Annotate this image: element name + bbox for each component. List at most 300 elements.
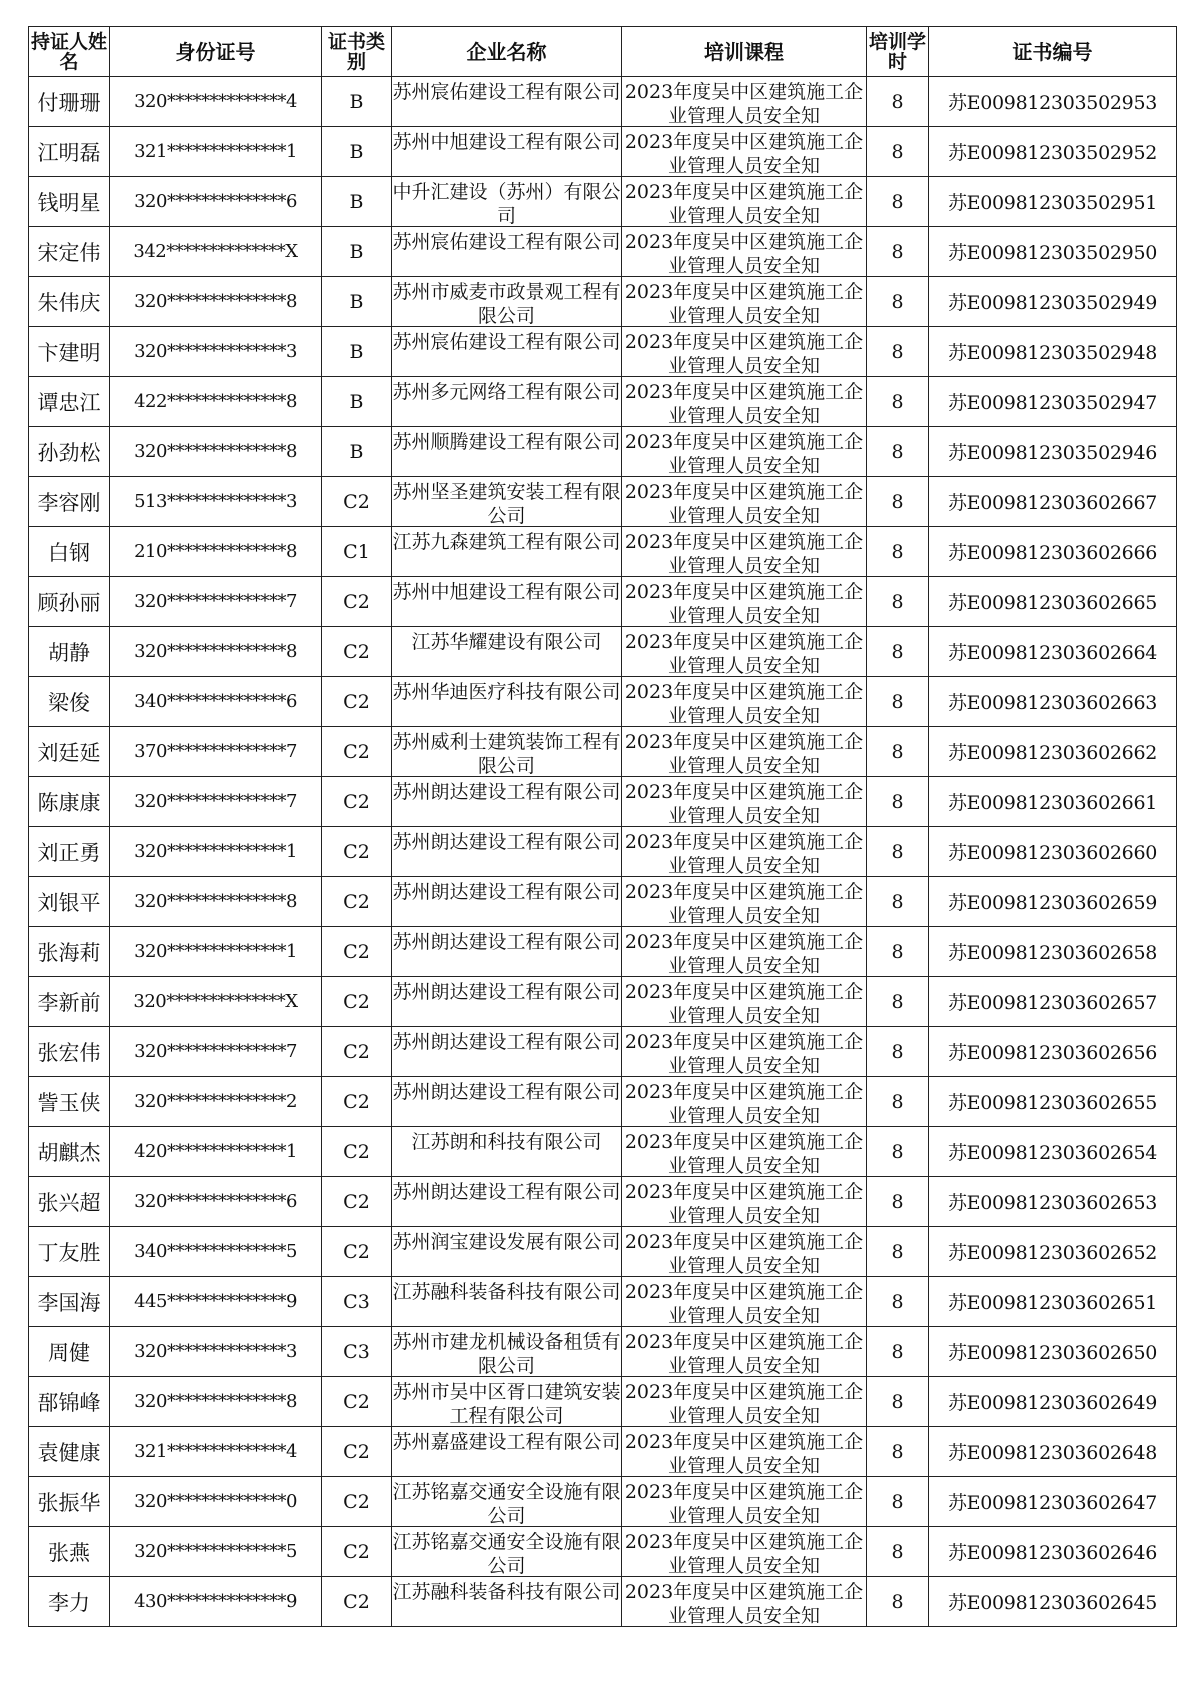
cell-holder-name: 陈康康 — [29, 777, 110, 827]
cell-holder-name: 付珊珊 — [29, 77, 110, 127]
cell-id-number: 320**************8 — [110, 627, 322, 677]
cell-company-name — [392, 1377, 622, 1427]
cell-cert-number: 苏E009812303602663 — [929, 677, 1177, 727]
cell-cert-category: C1 — [322, 527, 392, 577]
cell-cert-number: 苏E009812303602659 — [929, 877, 1177, 927]
cell-cert-number: 苏E009812303602662 — [929, 727, 1177, 777]
table-row — [29, 1527, 1177, 1577]
table-row — [29, 327, 1177, 377]
table-row — [29, 1027, 1177, 1077]
cell-training-hours: 8 — [867, 1427, 929, 1477]
cell-id-number: 320**************8 — [110, 877, 322, 927]
cell-training-hours: 8 — [867, 777, 929, 827]
cell-cert-category: B — [322, 327, 392, 377]
cell-cert-number: 苏E009812303602666 — [929, 527, 1177, 577]
cell-id-number: 320**************3 — [110, 327, 322, 377]
cell-training-course-text: 2023年度吴中区建筑施工企业管理人员安全知 — [624, 1430, 864, 1476]
table-row — [29, 527, 1177, 577]
table-row — [29, 777, 1177, 827]
cell-training-hours: 8 — [867, 1477, 929, 1527]
cell-company-name-text: 江苏铭嘉交通安全设施有限公司 — [392, 1530, 621, 1576]
header-holder-name: 持证人姓名 — [29, 27, 110, 77]
cell-training-course — [622, 327, 867, 377]
cell-training-course-text: 2023年度吴中区建筑施工企业管理人员安全知 — [624, 1180, 864, 1226]
cell-training-hours: 8 — [867, 1377, 929, 1427]
cell-company-name-text: 中升汇建设（苏州）有限公司 — [392, 180, 621, 226]
certificate-document — [28, 26, 1176, 1627]
cell-holder-name: 胡麒杰 — [29, 1127, 110, 1177]
cell-holder-name: 胡静 — [29, 627, 110, 677]
cell-training-course — [622, 77, 867, 127]
cell-company-name-text: 苏州市建龙机械设备租赁有限公司 — [392, 1330, 621, 1376]
cell-training-course — [622, 1077, 867, 1127]
cell-training-course-text: 2023年度吴中区建筑施工企业管理人员安全知 — [624, 130, 864, 176]
cell-company-name — [392, 1527, 622, 1577]
cell-id-number: 370**************7 — [110, 727, 322, 777]
cell-training-hours: 8 — [867, 1327, 929, 1377]
cell-company-name — [392, 1477, 622, 1527]
cell-company-name — [392, 827, 622, 877]
cell-training-course-text: 2023年度吴中区建筑施工企业管理人员安全知 — [624, 830, 864, 876]
cell-holder-name: 白钢 — [29, 527, 110, 577]
cell-training-course — [622, 1327, 867, 1377]
cell-company-name-text: 苏州朗达建设工程有限公司 — [392, 1080, 621, 1103]
cell-training-hours: 8 — [867, 177, 929, 227]
cell-id-number: 513**************3 — [110, 477, 322, 527]
cell-holder-name: 刘银平 — [29, 877, 110, 927]
table-row — [29, 1277, 1177, 1327]
cell-company-name-text: 苏州嘉盛建设工程有限公司 — [392, 1430, 621, 1453]
cell-cert-number: 苏E009812303602665 — [929, 577, 1177, 627]
cell-id-number: 320**************8 — [110, 427, 322, 477]
cell-cert-number: 苏E009812303602656 — [929, 1027, 1177, 1077]
header-row — [29, 27, 1177, 77]
cell-cert-number: 苏E009812303602653 — [929, 1177, 1177, 1227]
cell-id-number: 445**************9 — [110, 1277, 322, 1327]
table-row — [29, 727, 1177, 777]
cell-company-name — [392, 1577, 622, 1627]
cell-holder-name: 张燕 — [29, 1527, 110, 1577]
cell-training-hours: 8 — [867, 1177, 929, 1227]
cell-training-course — [622, 1527, 867, 1577]
cell-company-name — [392, 977, 622, 1027]
cell-training-course — [622, 1477, 867, 1527]
cell-training-course — [622, 227, 867, 277]
cell-cert-number: 苏E009812303602654 — [929, 1127, 1177, 1177]
cell-training-course-text: 2023年度吴中区建筑施工企业管理人员安全知 — [624, 1480, 864, 1526]
cell-id-number: 321**************4 — [110, 1427, 322, 1477]
cell-company-name-text: 苏州坚圣建筑安装工程有限公司 — [392, 480, 621, 526]
cell-company-name-text: 苏州润宝建设发展有限公司 — [392, 1230, 621, 1253]
cell-company-name — [392, 1277, 622, 1327]
cell-company-name — [392, 277, 622, 327]
cell-cert-number: 苏E009812303602658 — [929, 927, 1177, 977]
cell-cert-number: 苏E009812303602647 — [929, 1477, 1177, 1527]
cell-company-name-text: 苏州宸佑建设工程有限公司 — [392, 330, 621, 353]
cell-company-name-text: 苏州朗达建设工程有限公司 — [392, 980, 621, 1003]
table-row — [29, 977, 1177, 1027]
table-row — [29, 427, 1177, 477]
cell-cert-category: C2 — [322, 977, 392, 1027]
cell-training-course-text: 2023年度吴中区建筑施工企业管理人员安全知 — [624, 80, 864, 126]
cell-id-number: 320**************6 — [110, 177, 322, 227]
cell-training-hours: 8 — [867, 677, 929, 727]
cell-id-number: 340**************5 — [110, 1227, 322, 1277]
cell-training-hours: 8 — [867, 227, 929, 277]
cell-training-course-text: 2023年度吴中区建筑施工企业管理人员安全知 — [624, 430, 864, 476]
cell-cert-number: 苏E009812303502953 — [929, 77, 1177, 127]
table-row — [29, 77, 1177, 127]
cell-company-name — [392, 127, 622, 177]
cell-cert-number: 苏E009812303602652 — [929, 1227, 1177, 1277]
cell-training-hours: 8 — [867, 827, 929, 877]
cell-cert-category: C2 — [322, 577, 392, 627]
cell-company-name-text: 苏州华迪医疗科技有限公司 — [392, 680, 621, 703]
table-row — [29, 177, 1177, 227]
table-row — [29, 377, 1177, 427]
cell-cert-category: C2 — [322, 877, 392, 927]
cell-cert-category: C2 — [322, 777, 392, 827]
cell-training-hours: 8 — [867, 927, 929, 977]
table-row — [29, 927, 1177, 977]
table-row — [29, 677, 1177, 727]
cell-company-name — [392, 1427, 622, 1477]
cell-training-hours: 8 — [867, 377, 929, 427]
cell-training-course-text: 2023年度吴中区建筑施工企业管理人员安全知 — [624, 1380, 864, 1426]
cell-company-name — [392, 777, 622, 827]
cell-id-number: 320**************1 — [110, 927, 322, 977]
cell-cert-category: C2 — [322, 677, 392, 727]
cell-cert-number: 苏E009812303602651 — [929, 1277, 1177, 1327]
cell-company-name — [392, 177, 622, 227]
cell-holder-name: 郚锦峰 — [29, 1377, 110, 1427]
cell-training-course-text: 2023年度吴中区建筑施工企业管理人员安全知 — [624, 480, 864, 526]
cell-holder-name: 谭忠江 — [29, 377, 110, 427]
cell-company-name — [392, 1077, 622, 1127]
cell-cert-category: C3 — [322, 1327, 392, 1377]
cell-company-name — [392, 477, 622, 527]
cell-holder-name: 张宏伟 — [29, 1027, 110, 1077]
header-cert-number: 证书编号 — [929, 27, 1177, 77]
cell-cert-category: C3 — [322, 1277, 392, 1327]
cell-cert-number: 苏E009812303502952 — [929, 127, 1177, 177]
cell-holder-name: 李力 — [29, 1577, 110, 1627]
cell-holder-name: 刘廷延 — [29, 727, 110, 777]
table-row — [29, 127, 1177, 177]
cell-holder-name: 朱伟庆 — [29, 277, 110, 327]
cell-company-name-text: 江苏朗和科技有限公司 — [411, 1130, 602, 1153]
cell-cert-category: C2 — [322, 1377, 392, 1427]
cell-training-course — [622, 627, 867, 677]
cell-company-name-text: 苏州宸佑建设工程有限公司 — [392, 80, 621, 103]
table-row — [29, 1327, 1177, 1377]
cell-training-course — [622, 277, 867, 327]
table-row — [29, 1227, 1177, 1277]
cell-training-course — [622, 877, 867, 927]
cell-training-hours: 8 — [867, 1077, 929, 1127]
cell-cert-category: B — [322, 127, 392, 177]
cell-cert-category: C2 — [322, 1527, 392, 1577]
cell-training-course-text: 2023年度吴中区建筑施工企业管理人员安全知 — [624, 580, 864, 626]
cell-training-course-text: 2023年度吴中区建筑施工企业管理人员安全知 — [624, 780, 864, 826]
cell-company-name — [392, 727, 622, 777]
cell-holder-name: 袁健康 — [29, 1427, 110, 1477]
cell-cert-number: 苏E009812303602655 — [929, 1077, 1177, 1127]
cell-id-number: 320**************X — [110, 977, 322, 1027]
cell-cert-category: C2 — [322, 827, 392, 877]
cell-training-course — [622, 127, 867, 177]
cell-id-number: 320**************1 — [110, 827, 322, 877]
cell-training-hours: 8 — [867, 1577, 929, 1627]
cell-id-number: 422**************8 — [110, 377, 322, 427]
cell-company-name-text: 江苏铭嘉交通安全设施有限公司 — [392, 1480, 621, 1526]
cell-cert-category: C2 — [322, 1177, 392, 1227]
cell-company-name — [392, 377, 622, 427]
cell-training-course-text: 2023年度吴中区建筑施工企业管理人员安全知 — [624, 1580, 864, 1626]
table-row — [29, 827, 1177, 877]
cell-cert-number: 苏E009812303602646 — [929, 1527, 1177, 1577]
cell-holder-name: 钱明星 — [29, 177, 110, 227]
cell-cert-category: B — [322, 377, 392, 427]
cell-company-name-text: 苏州中旭建设工程有限公司 — [392, 130, 621, 153]
cell-cert-category: B — [322, 77, 392, 127]
cell-holder-name: 李新前 — [29, 977, 110, 1027]
cell-training-course-text: 2023年度吴中区建筑施工企业管理人员安全知 — [624, 380, 864, 426]
certificate-table — [28, 26, 1177, 1627]
cell-training-course-text: 2023年度吴中区建筑施工企业管理人员安全知 — [624, 630, 864, 676]
cell-company-name — [392, 677, 622, 727]
cell-id-number: 320**************7 — [110, 1027, 322, 1077]
cell-training-course-text: 2023年度吴中区建筑施工企业管理人员安全知 — [624, 980, 864, 1026]
cell-company-name — [392, 427, 622, 477]
table-row — [29, 1127, 1177, 1177]
table-row — [29, 1477, 1177, 1527]
cell-holder-name: 卞建明 — [29, 327, 110, 377]
header-training-course: 培训课程 — [622, 27, 867, 77]
cell-cert-category: B — [322, 227, 392, 277]
table-row — [29, 1427, 1177, 1477]
cell-id-number: 320**************0 — [110, 1477, 322, 1527]
cell-cert-number: 苏E009812303502950 — [929, 227, 1177, 277]
cell-cert-number: 苏E009812303602657 — [929, 977, 1177, 1027]
cell-training-hours: 8 — [867, 1127, 929, 1177]
cell-id-number: 430**************9 — [110, 1577, 322, 1627]
cell-cert-number: 苏E009812303502946 — [929, 427, 1177, 477]
cell-cert-category: C2 — [322, 477, 392, 527]
cell-training-course — [622, 827, 867, 877]
cell-cert-category: C2 — [322, 1427, 392, 1477]
cell-training-hours: 8 — [867, 1527, 929, 1577]
cell-cert-number: 苏E009812303602650 — [929, 1327, 1177, 1377]
cell-training-course-text: 2023年度吴中区建筑施工企业管理人员安全知 — [624, 1230, 864, 1276]
cell-training-course — [622, 377, 867, 427]
cell-holder-name: 周健 — [29, 1327, 110, 1377]
cell-cert-number: 苏E009812303502948 — [929, 327, 1177, 377]
header-company-name: 企业名称 — [392, 27, 622, 77]
cell-training-course — [622, 1577, 867, 1627]
cell-training-course-text: 2023年度吴中区建筑施工企业管理人员安全知 — [624, 730, 864, 776]
cell-cert-category: C2 — [322, 1577, 392, 1627]
cell-cert-category: C2 — [322, 1127, 392, 1177]
cell-company-name — [392, 1127, 622, 1177]
cell-company-name-text: 苏州朗达建设工程有限公司 — [392, 930, 621, 953]
table-row — [29, 1377, 1177, 1427]
cell-cert-number: 苏E009812303602667 — [929, 477, 1177, 527]
cell-training-course-text: 2023年度吴中区建筑施工企业管理人员安全知 — [624, 330, 864, 376]
cell-id-number: 320**************6 — [110, 1177, 322, 1227]
cell-company-name-text: 苏州威利士建筑装饰工程有限公司 — [392, 730, 621, 776]
cell-cert-number: 苏E009812303502947 — [929, 377, 1177, 427]
cell-company-name — [392, 1027, 622, 1077]
cell-id-number: 340**************6 — [110, 677, 322, 727]
cell-training-hours: 8 — [867, 477, 929, 527]
cell-holder-name: 丁友胜 — [29, 1227, 110, 1277]
cell-company-name — [392, 627, 622, 677]
cell-training-course — [622, 977, 867, 1027]
cell-id-number: 420**************1 — [110, 1127, 322, 1177]
cell-company-name-text: 江苏九森建筑工程有限公司 — [392, 530, 621, 553]
cell-training-hours: 8 — [867, 77, 929, 127]
cell-cert-number: 苏E009812303602645 — [929, 1577, 1177, 1627]
cell-training-hours: 8 — [867, 427, 929, 477]
cell-holder-name: 李国海 — [29, 1277, 110, 1327]
cell-company-name — [392, 1177, 622, 1227]
cell-cert-category: C2 — [322, 927, 392, 977]
cell-holder-name: 李容刚 — [29, 477, 110, 527]
cell-training-course-text: 2023年度吴中区建筑施工企业管理人员安全知 — [624, 180, 864, 226]
cell-training-hours: 8 — [867, 727, 929, 777]
cell-company-name-text: 苏州市威麦市政景观工程有限公司 — [392, 280, 621, 326]
cell-company-name-text: 苏州朗达建设工程有限公司 — [392, 1180, 621, 1203]
cell-training-hours: 8 — [867, 577, 929, 627]
cell-company-name-text: 江苏融科装备科技有限公司 — [392, 1280, 621, 1303]
table-row — [29, 877, 1177, 927]
cell-holder-name: 顾孙丽 — [29, 577, 110, 627]
cell-holder-name: 刘正勇 — [29, 827, 110, 877]
cell-cert-category: C2 — [322, 1477, 392, 1527]
cell-id-number: 320**************4 — [110, 77, 322, 127]
cell-training-course-text: 2023年度吴中区建筑施工企业管理人员安全知 — [624, 1280, 864, 1326]
cell-company-name-text: 苏州朗达建设工程有限公司 — [392, 780, 621, 803]
cell-holder-name: 宋定伟 — [29, 227, 110, 277]
cell-training-course — [622, 577, 867, 627]
cell-id-number: 210**************8 — [110, 527, 322, 577]
cell-cert-number: 苏E009812303502951 — [929, 177, 1177, 227]
cell-company-name-text: 苏州市吴中区胥口建筑安装工程有限公司 — [392, 1380, 621, 1426]
cell-id-number: 320**************8 — [110, 1377, 322, 1427]
cell-training-course — [622, 527, 867, 577]
cell-training-course — [622, 927, 867, 977]
cell-id-number: 320**************5 — [110, 1527, 322, 1577]
table-row — [29, 477, 1177, 527]
header-id-number: 身份证号 — [110, 27, 322, 77]
cell-company-name-text: 苏州中旭建设工程有限公司 — [392, 580, 621, 603]
cell-company-name — [392, 327, 622, 377]
cell-id-number: 320**************3 — [110, 1327, 322, 1377]
cell-training-course — [622, 1277, 867, 1327]
cell-company-name-text: 苏州多元网络工程有限公司 — [392, 380, 621, 403]
cell-cert-number: 苏E009812303602649 — [929, 1377, 1177, 1427]
cell-training-hours: 8 — [867, 877, 929, 927]
cell-training-course — [622, 1027, 867, 1077]
cell-training-course-text: 2023年度吴中区建筑施工企业管理人员安全知 — [624, 1330, 864, 1376]
cell-training-hours: 8 — [867, 1227, 929, 1277]
table-row — [29, 627, 1177, 677]
cell-company-name-text: 苏州朗达建设工程有限公司 — [392, 1030, 621, 1053]
cell-training-course — [622, 777, 867, 827]
cell-holder-name: 张兴超 — [29, 1177, 110, 1227]
cell-training-course-text: 2023年度吴中区建筑施工企业管理人员安全知 — [624, 1080, 864, 1126]
cell-training-course — [622, 1227, 867, 1277]
header-training-hours: 培训学时 — [867, 27, 929, 77]
cell-company-name-text: 苏州宸佑建设工程有限公司 — [392, 230, 621, 253]
cell-cert-category: C2 — [322, 727, 392, 777]
cell-company-name — [392, 927, 622, 977]
cell-holder-name: 梁俊 — [29, 677, 110, 727]
cell-cert-category: B — [322, 277, 392, 327]
cell-holder-name: 江明磊 — [29, 127, 110, 177]
cell-company-name — [392, 1227, 622, 1277]
cell-cert-number: 苏E009812303602664 — [929, 627, 1177, 677]
cell-company-name-text: 江苏华耀建设有限公司 — [411, 630, 602, 653]
cell-training-hours: 8 — [867, 1027, 929, 1077]
cell-training-course-text: 2023年度吴中区建筑施工企业管理人员安全知 — [624, 1030, 864, 1076]
cell-training-course — [622, 727, 867, 777]
header-cert-category: 证书类别 — [322, 27, 392, 77]
cell-id-number: 321**************1 — [110, 127, 322, 177]
table-row — [29, 577, 1177, 627]
cell-cert-category: C2 — [322, 1077, 392, 1127]
cell-company-name — [392, 577, 622, 627]
table-row — [29, 227, 1177, 277]
table-row — [29, 1077, 1177, 1127]
cell-cert-category: C2 — [322, 627, 392, 677]
cell-training-course — [622, 177, 867, 227]
cell-company-name — [392, 527, 622, 577]
cell-company-name-text: 苏州朗达建设工程有限公司 — [392, 830, 621, 853]
cell-training-course — [622, 1377, 867, 1427]
cell-training-course-text: 2023年度吴中区建筑施工企业管理人员安全知 — [624, 930, 864, 976]
cell-id-number: 320**************7 — [110, 577, 322, 627]
cell-training-hours: 8 — [867, 327, 929, 377]
table-row — [29, 277, 1177, 327]
cell-cert-number: 苏E009812303502949 — [929, 277, 1177, 327]
cell-id-number: 320**************2 — [110, 1077, 322, 1127]
cell-training-course — [622, 677, 867, 727]
table-row — [29, 1577, 1177, 1627]
cell-company-name — [392, 77, 622, 127]
cell-id-number: 320**************8 — [110, 277, 322, 327]
cell-training-course-text: 2023年度吴中区建筑施工企业管理人员安全知 — [624, 530, 864, 576]
cell-training-hours: 8 — [867, 527, 929, 577]
cell-training-hours: 8 — [867, 627, 929, 677]
cell-company-name — [392, 1327, 622, 1377]
cell-cert-category: C2 — [322, 1227, 392, 1277]
cell-training-course — [622, 427, 867, 477]
cell-training-course-text: 2023年度吴中区建筑施工企业管理人员安全知 — [624, 230, 864, 276]
table-row — [29, 1177, 1177, 1227]
cell-holder-name: 孙劲松 — [29, 427, 110, 477]
cell-training-hours: 8 — [867, 277, 929, 327]
cell-company-name-text: 苏州顺腾建设工程有限公司 — [392, 430, 621, 453]
cell-cert-number: 苏E009812303602661 — [929, 777, 1177, 827]
cell-cert-category: B — [322, 177, 392, 227]
cell-training-course-text: 2023年度吴中区建筑施工企业管理人员安全知 — [624, 880, 864, 926]
cell-holder-name: 张振华 — [29, 1477, 110, 1527]
cell-company-name-text: 江苏融科装备科技有限公司 — [392, 1580, 621, 1603]
cell-training-course — [622, 1177, 867, 1227]
cell-training-course-text: 2023年度吴中区建筑施工企业管理人员安全知 — [624, 1130, 864, 1176]
